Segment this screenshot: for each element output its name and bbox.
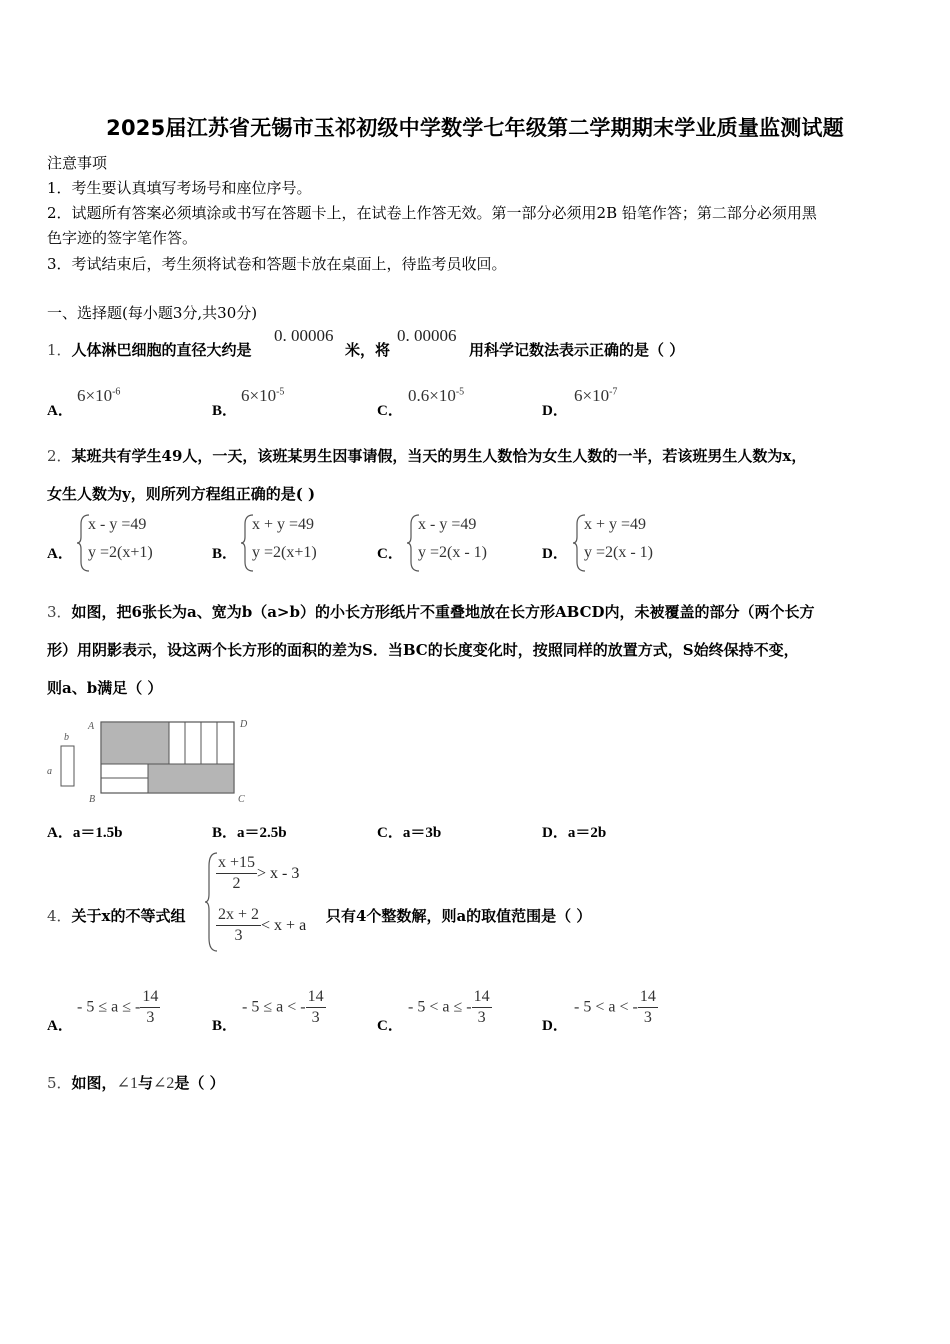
- question-3-line-1: 3．如图，把6张长为a、宽为b（a>b）的小长方形纸片不重叠地放在长方形ABCD内，未被覆盖的部分（两个长方: [47, 603, 815, 621]
- q2-option-c-eq2[interactable]: y =2(x - 1): [418, 544, 488, 561]
- q2-option-c-label[interactable]: C．: [377, 546, 403, 562]
- notes-heading: 注意事项: [47, 154, 108, 172]
- page-title: 2025届江苏省无锡市玉祁初级中学数学七年级第二学期期末学业质量监测试题: [106, 116, 844, 140]
- q4-option-c[interactable]: - 5 < a ≤ - $\frac{14}{3}$: [408, 988, 490, 1026]
- q4-option-d[interactable]: - 5 < a < - $\frac{14}{3}$: [574, 988, 656, 1026]
- q4-option-c-label[interactable]: C．: [377, 1018, 403, 1034]
- q3-option-a[interactable]: A．a＝1.5b: [47, 825, 123, 841]
- q2-option-a-eq1[interactable]: x - y =49: [88, 516, 147, 533]
- label-b: b: [64, 732, 69, 743]
- q3-figure: [44, 716, 254, 808]
- q1-option-c-label[interactable]: C．: [377, 403, 403, 419]
- note-item-2: 2．试题所有答案必须填涂或书写在答题卡上，在试卷上作答无效。第一部分必须用2B 铅笔作答；第二部分必须用黑: [47, 204, 817, 222]
- shaded-region-top: [101, 722, 169, 764]
- q4-inequality-2: $\frac{2x + 2}{3}$ < x + a: [218, 906, 307, 944]
- q4-inequality-1: $\frac{x +15}{2}$ > x - 3: [218, 854, 300, 892]
- label-C: C: [238, 794, 245, 805]
- q1-option-d[interactable]: $6\times 10^{-7}$: [574, 386, 618, 405]
- note-item-3: 3．考试结束后，考生须将试卷和答题卡放在桌面上，待监考员收回。: [47, 255, 507, 273]
- section-heading: 一、选择题(每小题3分,共30分): [47, 304, 258, 322]
- q1-option-b[interactable]: $6\times 10^{-5}$: [241, 386, 285, 405]
- q1-option-a-label[interactable]: A．: [47, 403, 73, 419]
- q2-option-a-label[interactable]: A．: [47, 546, 73, 562]
- q3-option-d[interactable]: D．a＝2b: [542, 825, 607, 841]
- q4-option-a[interactable]: - 5 ≤ a ≤ - $\frac{14}{3}$: [77, 988, 159, 1026]
- q1-option-a[interactable]: $6\times 10^{-6}$: [77, 386, 121, 405]
- q1-option-d-label[interactable]: D．: [542, 403, 568, 419]
- q1-text-c: 用科学记数法表示正确的是（ ）: [469, 341, 685, 359]
- q4-option-b[interactable]: - 5 ≤ a < - $\frac{14}{3}$: [242, 988, 324, 1026]
- q4-option-b-label[interactable]: B．: [212, 1018, 238, 1034]
- q2-option-d-label[interactable]: D．: [542, 546, 568, 562]
- q2-option-c-eq1[interactable]: x - y =49: [418, 516, 477, 533]
- q1-text-b: 米，将: [345, 341, 391, 359]
- q2-option-b-label[interactable]: B．: [212, 546, 238, 562]
- q1-number: 1．: [47, 341, 72, 359]
- q1-option-b-label[interactable]: B．: [212, 403, 238, 419]
- q3-option-b[interactable]: B．a＝2.5b: [212, 825, 287, 841]
- q2-option-a-eq2[interactable]: y =2(x+1): [88, 544, 153, 561]
- small-rectangle: [61, 746, 74, 786]
- q2-option-d-eq1[interactable]: x + y =49: [584, 516, 647, 533]
- q4-option-a-label[interactable]: A．: [47, 1018, 73, 1034]
- q2-option-b-eq2[interactable]: y =2(x+1): [252, 544, 317, 561]
- label-A: A: [88, 721, 95, 732]
- note-item-1: 1．考生要认真填写考场号和座位序号。: [47, 179, 312, 197]
- q1-option-c[interactable]: $0.6\times 10^{-5}$: [408, 386, 465, 405]
- q1-value-2: 0. 00006: [397, 326, 457, 345]
- question-2-line-2: 女生人数为y，则所列方程组正确的是( ): [47, 485, 316, 503]
- label-B: B: [89, 794, 96, 805]
- note-item-2-cont: 色字迹的签字笔作答。: [47, 229, 198, 247]
- question-4-text-a: 4．关于x的不等式组: [47, 907, 186, 925]
- question-3-line-2: 形）用阴影表示，设这两个长方形的面积的差为S．当BC的长度变化时，按照同样的放置方式，S始终保持不变，: [47, 641, 799, 659]
- label-D: D: [240, 719, 248, 730]
- q2-option-b-eq1[interactable]: x + y =49: [252, 516, 315, 533]
- question-5: 5．如图，∠1与∠2是（ ）: [47, 1074, 225, 1092]
- question-2-line-1: 2．某班共有学生49人，一天，该班某男生因事请假，当天的男生人数恰为女生人数的一半，若该班男生人数为x，: [47, 447, 807, 465]
- question-1: [47, 339, 252, 360]
- q4-option-d-label[interactable]: D．: [542, 1018, 568, 1034]
- shaded-region-bottom: [148, 764, 234, 793]
- question-3-line-3: 则a、b满足（ ）: [47, 679, 163, 697]
- label-a: a: [47, 766, 52, 777]
- question-4-text-b: 只有4个整数解，则a的取值范围是（ ）: [326, 907, 592, 925]
- q1-value-1: 0. 00006: [274, 326, 334, 345]
- q3-option-c[interactable]: C．a＝3b: [377, 825, 442, 841]
- q1-text-a: 人体淋巴细胞的直径大约是: [71, 341, 252, 359]
- q2-option-d-eq2[interactable]: y =2(x - 1): [584, 544, 654, 561]
